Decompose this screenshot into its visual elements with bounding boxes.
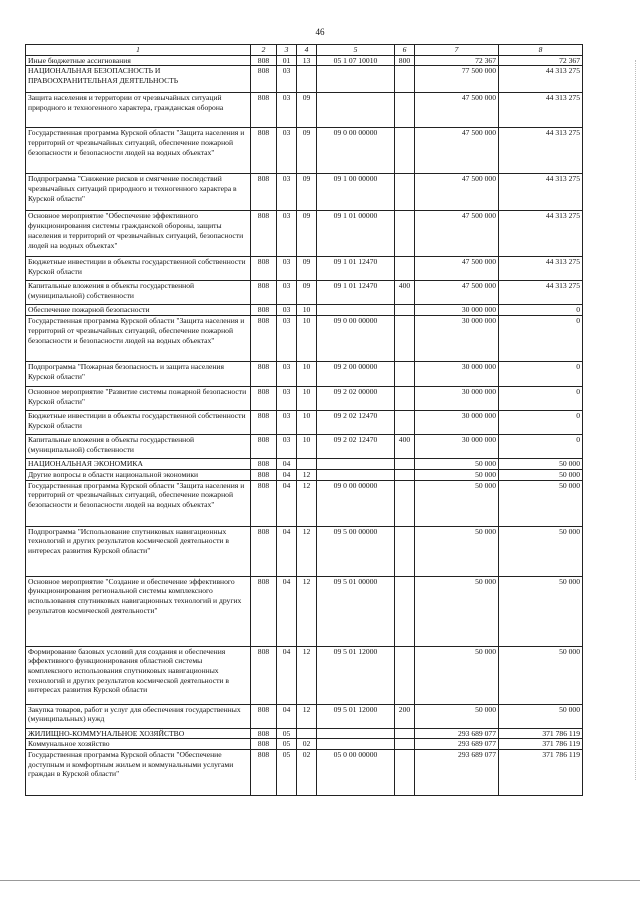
row-amount-8: 44 313 275 bbox=[499, 211, 583, 257]
row-name: Подпрограмма "Снижение рисков и смягчение последствий чрезвычайных ситуаций природного и техногенного характера в Курской области" bbox=[26, 174, 251, 211]
row-amount-8: 44 313 275 bbox=[499, 257, 583, 281]
row-amount-8: 44 313 275 bbox=[499, 66, 583, 93]
row-amount-7: 47 500 000 bbox=[415, 211, 499, 257]
row-code-5: 09 1 01 00000 bbox=[317, 211, 395, 257]
row-code-6 bbox=[395, 128, 415, 174]
row-name: Иные бюджетные ассигнования bbox=[26, 55, 251, 66]
row-code-5 bbox=[317, 93, 395, 128]
row-code-3: 03 bbox=[277, 93, 297, 128]
row-code-2: 808 bbox=[251, 316, 277, 362]
table-row bbox=[26, 305, 583, 316]
row-code-2: 808 bbox=[251, 362, 277, 387]
row-amount-8: 50 000 bbox=[499, 576, 583, 646]
row-name: Коммунальное хозяйство bbox=[26, 739, 251, 750]
table-row bbox=[26, 93, 583, 128]
row-code-4: 12 bbox=[297, 469, 317, 480]
row-code-4: 10 bbox=[297, 362, 317, 387]
row-amount-8: 371 786 119 bbox=[499, 739, 583, 750]
page-number: 46 bbox=[315, 27, 325, 37]
row-code-5: 09 1 00 00000 bbox=[317, 174, 395, 211]
row-code-2: 808 bbox=[251, 66, 277, 93]
row-code-2: 808 bbox=[251, 257, 277, 281]
row-amount-7: 293 689 077 bbox=[415, 750, 499, 796]
row-code-3: 03 bbox=[277, 435, 297, 459]
row-code-6 bbox=[395, 174, 415, 211]
row-code-4: 12 bbox=[297, 526, 317, 576]
row-amount-8: 50 000 bbox=[499, 480, 583, 526]
row-code-3: 03 bbox=[277, 66, 297, 93]
row-code-3: 04 bbox=[277, 459, 297, 470]
row-amount-7: 30 000 000 bbox=[415, 362, 499, 387]
row-code-2: 808 bbox=[251, 128, 277, 174]
row-code-5: 09 5 00 00000 bbox=[317, 526, 395, 576]
row-code-5 bbox=[317, 305, 395, 316]
table-row bbox=[26, 411, 583, 435]
table-row bbox=[26, 362, 583, 387]
row-name: Основное мероприятие "Обеспечение эффективного функционирования системы гражданской обороны, защиты населения и территорий от чрезвычайных ситуаций, безопасности людей на водных объектах" bbox=[26, 211, 251, 257]
row-code-6 bbox=[395, 646, 415, 704]
row-code-2: 808 bbox=[251, 704, 277, 728]
row-code-3: 01 bbox=[277, 55, 297, 66]
row-code-5: 09 2 02 12470 bbox=[317, 411, 395, 435]
row-code-2: 808 bbox=[251, 469, 277, 480]
row-code-2: 808 bbox=[251, 576, 277, 646]
row-code-2: 808 bbox=[251, 750, 277, 796]
row-code-6 bbox=[395, 305, 415, 316]
row-code-3: 03 bbox=[277, 128, 297, 174]
row-amount-7: 293 689 077 bbox=[415, 728, 499, 739]
row-name: Бюджетные инвестиции в объекты государственной собственности Курской области bbox=[26, 411, 251, 435]
row-name: Государственная программа Курской области "Защита населения и территорий от чрезвычайных ситуаций, обеспечение пожарной безопасности и безопасности людей на водных объектах" bbox=[26, 316, 251, 362]
column-number-row bbox=[26, 45, 583, 56]
row-code-3: 03 bbox=[277, 211, 297, 257]
row-code-4: 09 bbox=[297, 128, 317, 174]
table-row bbox=[26, 459, 583, 470]
row-amount-8: 0 bbox=[499, 387, 583, 411]
table-row bbox=[26, 211, 583, 257]
row-name: Государственная программа Курской области "Защита населения и территорий от чрезвычайных ситуаций, обеспечение пожарной безопасности и безопасности людей на водных объектах" bbox=[26, 480, 251, 526]
row-name: Закупка товаров, работ и услуг для обеспечения государственных (муниципальных) нужд bbox=[26, 704, 251, 728]
row-name: Капитальные вложения в объекты государственной (муниципальной) собственности bbox=[26, 435, 251, 459]
row-name: Основное мероприятие "Создание и обеспечение эффективного функционирования региональной системы комплексного использования спутниковых навигационных технологий и других результатов космической деятельности" bbox=[26, 576, 251, 646]
row-code-2: 808 bbox=[251, 728, 277, 739]
row-amount-7: 30 000 000 bbox=[415, 305, 499, 316]
table-row bbox=[26, 66, 583, 93]
row-amount-7: 47 500 000 bbox=[415, 174, 499, 211]
row-code-5: 05 0 00 00000 bbox=[317, 750, 395, 796]
row-code-2: 808 bbox=[251, 411, 277, 435]
row-code-6: 200 bbox=[395, 704, 415, 728]
budget-table bbox=[25, 44, 583, 796]
row-code-3: 05 bbox=[277, 728, 297, 739]
row-code-4 bbox=[297, 66, 317, 93]
row-amount-7: 293 689 077 bbox=[415, 739, 499, 750]
row-amount-8: 50 000 bbox=[499, 459, 583, 470]
table-row bbox=[26, 435, 583, 459]
row-code-3: 04 bbox=[277, 576, 297, 646]
table-row bbox=[26, 728, 583, 739]
row-code-4: 12 bbox=[297, 646, 317, 704]
row-code-3: 04 bbox=[277, 480, 297, 526]
row-code-3: 05 bbox=[277, 739, 297, 750]
row-name: Подпрограмма "Использование спутниковых навигационных технологий и других результатов космической деятельности в интересах развития Курской области" bbox=[26, 526, 251, 576]
row-code-5: 09 1 01 12470 bbox=[317, 257, 395, 281]
row-amount-7: 50 000 bbox=[415, 576, 499, 646]
row-code-6 bbox=[395, 526, 415, 576]
row-code-2: 808 bbox=[251, 281, 277, 305]
row-code-4: 10 bbox=[297, 305, 317, 316]
column-header: 7 bbox=[415, 45, 499, 56]
row-code-4: 13 bbox=[297, 55, 317, 66]
table-row bbox=[26, 316, 583, 362]
row-code-4: 09 bbox=[297, 93, 317, 128]
row-amount-8: 50 000 bbox=[499, 646, 583, 704]
row-code-5: 09 2 00 00000 bbox=[317, 362, 395, 387]
row-code-5 bbox=[317, 469, 395, 480]
row-name: Государственная программа Курской области "Защита населения и территорий от чрезвычайных ситуаций, обеспечение пожарной безопасности и безопасности людей на водных объектах" bbox=[26, 128, 251, 174]
row-code-5: 09 2 02 12470 bbox=[317, 435, 395, 459]
row-code-6 bbox=[395, 66, 415, 93]
row-code-3: 03 bbox=[277, 387, 297, 411]
row-name: ЖИЛИЩНО-КОММУНАЛЬНОЕ ХОЗЯЙСТВО bbox=[26, 728, 251, 739]
row-code-4: 10 bbox=[297, 435, 317, 459]
row-amount-7: 30 000 000 bbox=[415, 411, 499, 435]
table-row bbox=[26, 174, 583, 211]
column-header: 2 bbox=[251, 45, 277, 56]
row-code-3: 03 bbox=[277, 281, 297, 305]
row-name: Защита населения и территории от чрезвычайных ситуаций природного и техногенного характера, гражданская оборона bbox=[26, 93, 251, 128]
row-code-6: 400 bbox=[395, 435, 415, 459]
row-code-4: 12 bbox=[297, 480, 317, 526]
row-amount-8: 72 367 bbox=[499, 55, 583, 66]
row-code-6 bbox=[395, 211, 415, 257]
row-code-4: 09 bbox=[297, 257, 317, 281]
table-row bbox=[26, 739, 583, 750]
row-code-4 bbox=[297, 728, 317, 739]
table-row bbox=[26, 55, 583, 66]
row-code-5: 09 5 01 12000 bbox=[317, 646, 395, 704]
row-code-3: 04 bbox=[277, 469, 297, 480]
row-code-6: 800 bbox=[395, 55, 415, 66]
table-row bbox=[26, 469, 583, 480]
row-code-6 bbox=[395, 387, 415, 411]
row-amount-7: 50 000 bbox=[415, 480, 499, 526]
column-header: 5 bbox=[317, 45, 395, 56]
row-code-3: 04 bbox=[277, 646, 297, 704]
row-code-2: 808 bbox=[251, 305, 277, 316]
table-row bbox=[26, 526, 583, 576]
row-name: Основное мероприятие "Развитие системы пожарной безопасности Курской области" bbox=[26, 387, 251, 411]
row-code-6 bbox=[395, 257, 415, 281]
row-code-6 bbox=[395, 93, 415, 128]
row-code-3: 03 bbox=[277, 257, 297, 281]
row-name: Бюджетные инвестиции в объекты государственной собственности Курской области bbox=[26, 257, 251, 281]
row-code-3: 04 bbox=[277, 704, 297, 728]
row-code-3: 03 bbox=[277, 305, 297, 316]
row-amount-8: 0 bbox=[499, 316, 583, 362]
row-code-4: 02 bbox=[297, 739, 317, 750]
row-code-5: 05 1 07 10010 bbox=[317, 55, 395, 66]
row-code-4: 02 bbox=[297, 750, 317, 796]
row-code-6: 400 bbox=[395, 281, 415, 305]
row-amount-8: 44 313 275 bbox=[499, 281, 583, 305]
row-name: НАЦИОНАЛЬНАЯ ЭКОНОМИКА bbox=[26, 459, 251, 470]
row-code-2: 808 bbox=[251, 435, 277, 459]
table-row bbox=[26, 576, 583, 646]
row-amount-8: 0 bbox=[499, 435, 583, 459]
row-code-4: 12 bbox=[297, 576, 317, 646]
row-code-2: 808 bbox=[251, 55, 277, 66]
row-code-5: 09 1 01 12470 bbox=[317, 281, 395, 305]
row-code-2: 808 bbox=[251, 526, 277, 576]
row-amount-7: 30 000 000 bbox=[415, 435, 499, 459]
row-name: Обеспечение пожарной безопасности bbox=[26, 305, 251, 316]
scan-edge-line bbox=[635, 60, 636, 780]
row-code-6 bbox=[395, 469, 415, 480]
row-code-6 bbox=[395, 459, 415, 470]
row-code-5: 09 0 00 00000 bbox=[317, 128, 395, 174]
column-header: 3 bbox=[277, 45, 297, 56]
row-amount-8: 44 313 275 bbox=[499, 174, 583, 211]
row-amount-7: 50 000 bbox=[415, 704, 499, 728]
row-code-4: 09 bbox=[297, 281, 317, 305]
row-code-4: 12 bbox=[297, 704, 317, 728]
row-code-4 bbox=[297, 459, 317, 470]
column-header: 8 bbox=[499, 45, 583, 56]
row-code-5: 09 0 00 00000 bbox=[317, 316, 395, 362]
row-code-3: 03 bbox=[277, 174, 297, 211]
row-code-6 bbox=[395, 411, 415, 435]
row-code-2: 808 bbox=[251, 387, 277, 411]
row-code-6 bbox=[395, 362, 415, 387]
row-amount-7: 77 500 000 bbox=[415, 66, 499, 93]
row-code-2: 808 bbox=[251, 646, 277, 704]
row-code-5 bbox=[317, 728, 395, 739]
page-bottom-rule bbox=[0, 880, 640, 881]
row-code-5 bbox=[317, 66, 395, 93]
row-amount-7: 47 500 000 bbox=[415, 281, 499, 305]
row-amount-7: 72 367 bbox=[415, 55, 499, 66]
row-code-5: 09 0 00 00000 bbox=[317, 480, 395, 526]
table-row bbox=[26, 387, 583, 411]
column-header: 6 bbox=[395, 45, 415, 56]
row-code-6 bbox=[395, 316, 415, 362]
row-code-5 bbox=[317, 459, 395, 470]
row-amount-7: 50 000 bbox=[415, 459, 499, 470]
row-amount-7: 50 000 bbox=[415, 469, 499, 480]
table-row bbox=[26, 704, 583, 728]
row-code-3: 03 bbox=[277, 362, 297, 387]
row-code-2: 808 bbox=[251, 93, 277, 128]
table-row bbox=[26, 128, 583, 174]
row-name: Подпрограмма "Пожарная безопасность и защита населения Курской области" bbox=[26, 362, 251, 387]
row-code-6 bbox=[395, 576, 415, 646]
table-row bbox=[26, 646, 583, 704]
row-name: Формирование базовых условий для создания и обеспечения эффективного функционирования областной системы комплексного использования спутниковых навигационных технологий и других результатов космической деятельности в интересах развития Курской области bbox=[26, 646, 251, 704]
row-name: Государственная программа Курской области "Обеспечение доступным и комфортным жильем и коммунальными услугами граждан в Курской области" bbox=[26, 750, 251, 796]
row-amount-7: 50 000 bbox=[415, 526, 499, 576]
column-header: 1 bbox=[26, 45, 251, 56]
row-code-6 bbox=[395, 728, 415, 739]
row-amount-8: 0 bbox=[499, 411, 583, 435]
row-code-2: 808 bbox=[251, 211, 277, 257]
table-row bbox=[26, 257, 583, 281]
row-code-4: 10 bbox=[297, 387, 317, 411]
row-code-5 bbox=[317, 739, 395, 750]
row-amount-8: 44 313 275 bbox=[499, 93, 583, 128]
row-code-4: 10 bbox=[297, 316, 317, 362]
row-code-5: 09 5 01 12000 bbox=[317, 704, 395, 728]
table-row bbox=[26, 480, 583, 526]
row-amount-8: 0 bbox=[499, 305, 583, 316]
row-code-3: 03 bbox=[277, 411, 297, 435]
row-amount-8: 50 000 bbox=[499, 526, 583, 576]
row-amount-7: 47 500 000 bbox=[415, 257, 499, 281]
row-code-2: 808 bbox=[251, 739, 277, 750]
row-amount-7: 30 000 000 bbox=[415, 387, 499, 411]
row-code-4: 10 bbox=[297, 411, 317, 435]
table-row bbox=[26, 750, 583, 796]
row-amount-7: 30 000 000 bbox=[415, 316, 499, 362]
row-code-2: 808 bbox=[251, 459, 277, 470]
row-amount-8: 0 bbox=[499, 362, 583, 387]
row-code-3: 04 bbox=[277, 526, 297, 576]
row-code-5: 09 5 01 00000 bbox=[317, 576, 395, 646]
row-name: Другие вопросы в области национальной экономики bbox=[26, 469, 251, 480]
row-code-3: 03 bbox=[277, 316, 297, 362]
row-code-6 bbox=[395, 750, 415, 796]
row-code-4: 09 bbox=[297, 174, 317, 211]
row-amount-8: 371 786 119 bbox=[499, 750, 583, 796]
row-amount-8: 371 786 119 bbox=[499, 728, 583, 739]
column-header: 4 bbox=[297, 45, 317, 56]
row-code-5: 09 2 02 00000 bbox=[317, 387, 395, 411]
row-code-4: 09 bbox=[297, 211, 317, 257]
row-code-3: 05 bbox=[277, 750, 297, 796]
row-amount-8: 50 000 bbox=[499, 469, 583, 480]
row-amount-7: 47 500 000 bbox=[415, 128, 499, 174]
row-code-6 bbox=[395, 739, 415, 750]
row-code-2: 808 bbox=[251, 174, 277, 211]
table-row bbox=[26, 281, 583, 305]
row-name: Капитальные вложения в объекты государственной (муниципальной) собственности bbox=[26, 281, 251, 305]
row-code-6 bbox=[395, 480, 415, 526]
row-amount-8: 50 000 bbox=[499, 704, 583, 728]
row-amount-7: 50 000 bbox=[415, 646, 499, 704]
row-code-2: 808 bbox=[251, 480, 277, 526]
row-amount-7: 47 500 000 bbox=[415, 93, 499, 128]
row-name: НАЦИОНАЛЬНАЯ БЕЗОПАСНОСТЬ И ПРАВООХРАНИТЕЛЬНАЯ ДЕЯТЕЛЬНОСТЬ bbox=[26, 66, 251, 93]
row-amount-8: 44 313 275 bbox=[499, 128, 583, 174]
